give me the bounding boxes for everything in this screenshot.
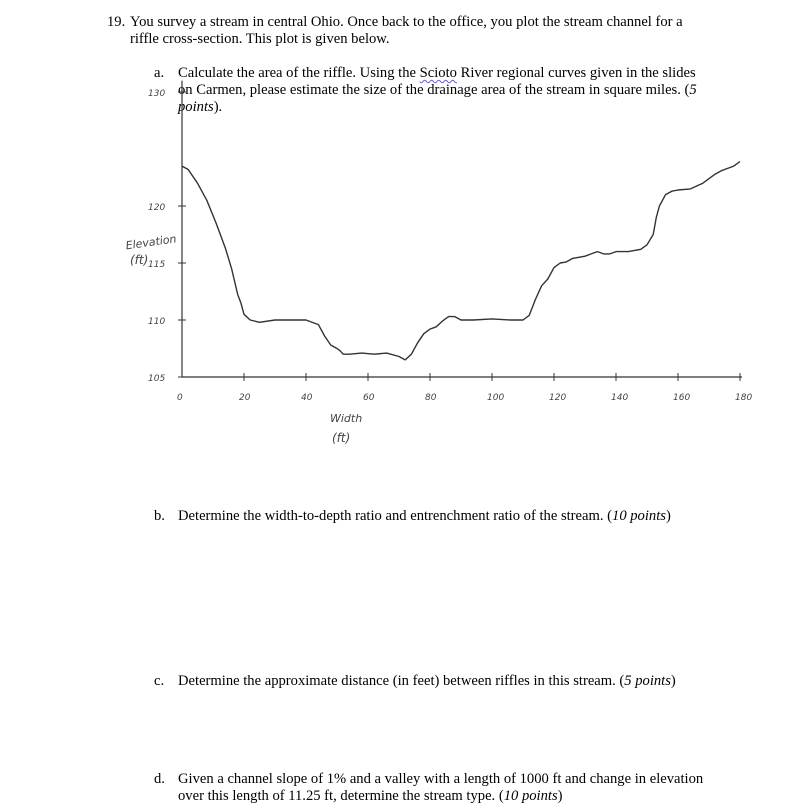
part-a-label: a. xyxy=(154,65,165,81)
part-c-text: Determine the approximate distance (in feet) between riffles in this stream. (5 points) xyxy=(178,673,676,689)
x-tick-label: 140 xyxy=(611,393,629,403)
x-axis-label-line1: Width xyxy=(330,412,363,425)
y-tick-label: 105 xyxy=(148,374,166,384)
x-tick-label: 180 xyxy=(735,393,753,403)
part-d-label: d. xyxy=(154,771,165,787)
part-a-line3: points). xyxy=(178,99,223,115)
part-d-line1: Given a channel slope of 1% and a valley with a length of 1000 ft and change in elevation xyxy=(178,771,704,787)
x-tick-label: 100 xyxy=(487,393,505,403)
question-number: 19. xyxy=(107,14,126,30)
spellcheck-word: Scioto xyxy=(419,65,457,81)
x-tick-label: 120 xyxy=(549,393,567,403)
y-tick-label: 110 xyxy=(148,317,166,327)
y-tick-label: 115 xyxy=(148,260,166,270)
y-axis-label-line1: Elevation xyxy=(124,232,178,253)
part-a-line2: on Carmen, please estimate the size of the drainage area of the stream in square miles. (5 xyxy=(178,82,697,98)
part-a-text xyxy=(178,65,738,116)
y-tick-label: 120 xyxy=(148,203,166,213)
x-tick-label: 60 xyxy=(363,393,375,403)
channel-profile-line xyxy=(182,162,740,360)
x-tick-label: 20 xyxy=(239,393,251,403)
question-text-line2: riffle cross-section. This plot is given below. xyxy=(130,31,390,47)
y-tick-label: 130 xyxy=(148,89,166,99)
question-text xyxy=(130,14,720,48)
x-tick-label: 0 xyxy=(177,393,183,403)
part-d-line2: over this length of 11.25 ft, determine the stream type. (10 points) xyxy=(178,788,563,804)
part-a-line1: Calculate the area of the riffle. Using the Scioto River regional curves given in the slides xyxy=(178,65,696,81)
x-axis xyxy=(177,373,752,403)
y-axis-label-line2: (ft) xyxy=(130,253,149,267)
x-tick-label: 80 xyxy=(425,393,437,403)
y-axis xyxy=(148,81,186,384)
part-b-label: b. xyxy=(154,508,165,524)
question-text-line1: You survey a stream in central Ohio. Once back to the office, you plot the stream channel for a xyxy=(130,14,683,30)
part-d-text xyxy=(178,771,738,805)
x-tick-label: 40 xyxy=(301,393,313,403)
x-axis-label-line2: (ft) xyxy=(332,431,351,445)
x-tick-label: 160 xyxy=(673,393,691,403)
part-c-label: c. xyxy=(154,673,165,689)
part-b-text: Determine the width-to-depth ratio and entrenchment ratio of the stream. (10 points) xyxy=(178,508,671,524)
